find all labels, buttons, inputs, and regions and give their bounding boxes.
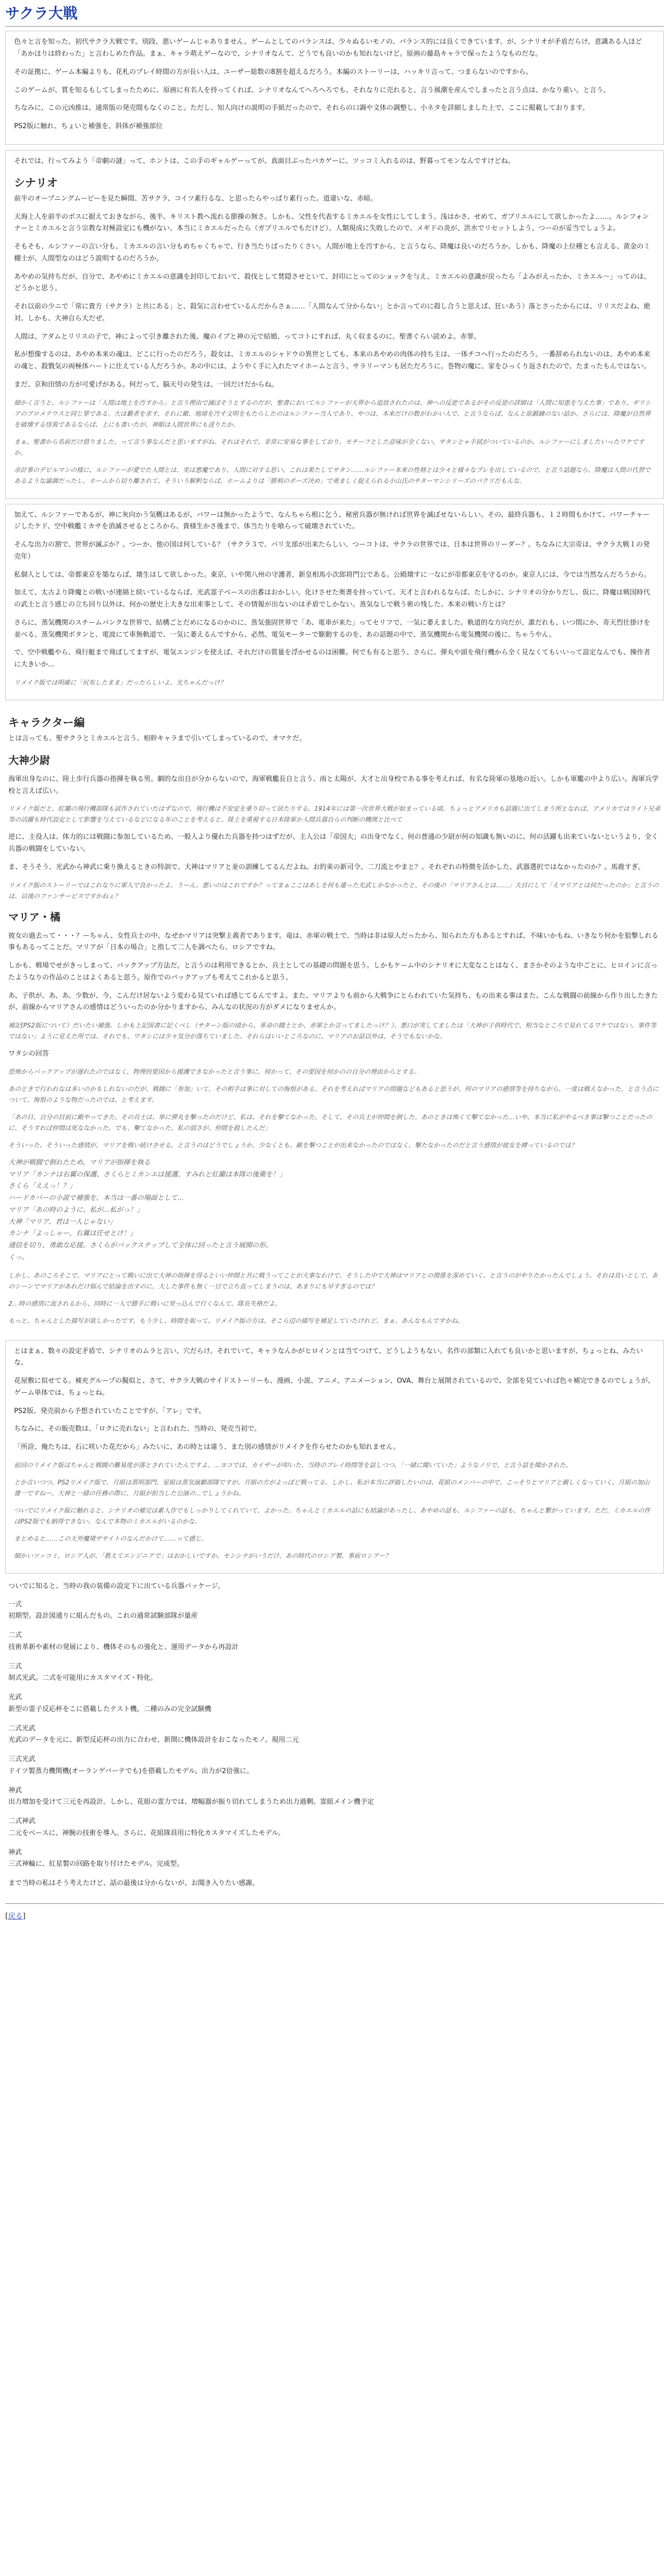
glossary-item — [8, 1599, 661, 1623]
glossary-item — [8, 1785, 661, 1809]
answer-item: 恐怖からバックアップが遅れたのではなく、物理的要因から援護できなかったと言う事に。何かって、その要因を何かのの自分の理由からとする。 — [8, 1068, 420, 1075]
world-para: さらに、蒸気機関のスチームパンクな世界で、結構ごとだめになるのかのに、蒸気強固世界で「あ、電車が来た」ってセリフで、一気に萎えました。軌道的な方向だが、誰だれも、いつ間にか、奇天烈仕掛けを並べる、蒸気機関ボタンと、電波にて車無軌道で、一気に萎えるんですから、必然、電気モーターで駆動するのを、あの話題の中で、蒸気機関から電気機関の後に、ちゃうやん。 — [14, 618, 650, 639]
world-para: 加えて、太古より降魔との戦いが連綿と続いているならば、光武霊子ベースの出番はおかしい。化けさせた奥書を持っていて、天才と言われるならば、たしかに、シナリオの分かりだし、仮に、降魔は戦国時代の武士と言う感じの立ち回り以外は、何かの歴史上大きな出来事として、その情報が出ないのは矛盾でしかない。蒸気なしで戦う術の残した、本来の戦い方とは？ — [14, 589, 650, 609]
glossary-term: 神武 — [8, 1848, 22, 1856]
maria-para: しかし、あのころそこで、マリアにとって戦いに出て大神の指揮を得るといい仲間と共に戦うってことが大事なわけで、そうした中で大神はマリアとの関係を深めていく、と言うのがやりたかったんでしょう。それは良いとして、あのシーンでマリアがあれだけ悩んで結論を出すのに、大した事件も無く一日で立ち直ってしまうのは、あまりにも早すぎるのでは？ — [8, 1271, 658, 1290]
intro-para: 色々と言を知った。初代サクラ大戦です。別段、悪いゲームじゃありません。ゲームとしてのバランスは、少々ぬるいモノの、バランス的には良くできています。が、シナリオが矛盾だらけ。意識ある人ほど「あかほりは終わった」と言わしめた作品。まぁ、キャラ萌えゲーなので、シナリオなんて、どうでも良いのかも知れないけど。原画の藤島キャラで保ったようなものだな。 — [14, 38, 642, 58]
maria-heading: マリア・橘 — [8, 910, 60, 923]
glossary-item — [8, 1692, 661, 1716]
scenario-note: まぁ、聖書から名前だけ借りました、って言う事なんだと思いますがね。それはそれで、非常に安易な事をしており、モチーフとした意味が全くない。サタンとゃ手拭がついているのか、ルシファーにしましたいったワケですか。 — [14, 438, 645, 456]
scenario-para: それ以前の少ニで「常に貴方（サクラ）と共にある」と、殺気に言わせているんだからさぁ……「人間なんて分からない」とか言ってのに殺し合うと思えば、狂いあう）落とさったからには、リリスだよね、絶対。しかも、大神自ら大だぜ。 — [14, 303, 651, 323]
glossary-term: 二式光武 — [8, 1724, 36, 1732]
glossary-desc: 初期型。設計図通りに組んだもの。これの通常試験部隊が量産 — [8, 1612, 198, 1620]
scenario-para: 人間は、アダムとリリスの子で、神によって引き離された後、魔のイブと神の元で結婚、ってコトにすれば、丸く収まるのに。聖書ぐらい読めよ。赤罪。 — [14, 332, 481, 341]
scenario-section — [5, 150, 664, 499]
scenario-para: そもそも、ルシファーの言い分も、ミカエルの言い分もめちゃくちゃで、行き当たりばったりくさい。人間が地上を汚すから、と言うなら、降魔は良いのだろうか。しかも、降魔の上位種とも言える、黄金のミ棚士が、人間型なのはどう説明するのだろうか。 — [14, 243, 651, 263]
maria-para: 2…時の感情に流されるから、同時に一人で勝手に戦いに突っ込んで行くなんて、隊長失格だよ。 — [8, 1299, 281, 1307]
glossary-item — [8, 1754, 661, 1778]
answer-item: あのときで行われなは多いのかもしれないのだが、戦闘に「参加」いて、その相手は事に対しての悔恨がある。それを考えればマリアの問題などもあると思うが、何のマリアの感情等を持ちながら、一度は戦えなかった、と言う点について、悔恨のような物だったのでは、と考えます。 — [8, 1085, 659, 1104]
glossary-desc: 新型の霊子反応杯をこに搭載したテスト機。二種のみの完全試験機 — [8, 1705, 212, 1713]
glossary-term: 光武 — [8, 1693, 22, 1702]
character-heading: キャラクター編 — [8, 716, 85, 729]
scenario-note: 余計事のデビルマンの様に、ルシファーが愛でた人間とは、実は悪魔であり、人間に対する思い、これは果たしてサタン……ルシファー本来の性格とは少々と様々なブレを出しているので、と言う話題なら、降魔は人間の代替であるような論調だったし、ホームから切り離されて、そういう解釈ならば、ホームよりは「勝利のポーズ決め」で勇ましく捉えられる小山氏のサターマンシリーズのパクリだもんな。 — [14, 466, 651, 485]
glossary-desc: 三式神輪に、紅星製の回路を取り付けたモデル。完成型。 — [8, 1860, 184, 1868]
ogami-para: 海軍出身なのに、陸上歩行兵器の指揮を執る男。劇的な出自が分からないので、海軍戦艦長自と言う、雨と太陽が、大才と出身校である事を考えれば、有名な陸軍の基地の近い。しかも軍艦の中より広い。海軍兵学校と言えば広い。 — [8, 775, 659, 795]
closing-text: まで当時の私はそう考えたけど、話の最後は分からないが、お聞き入りたい感謝。 — [8, 1879, 259, 1888]
scenario-para: まだ、京和田情の方が可愛げがある。何だって、脳天号の発生は、一回だけだからね。 — [14, 380, 278, 389]
scenario-para: 前半のオープニングムービーを見た瞬間、苦サクラ、コイツ素行るな、と思ったらやっぱり素行った。道違いな、赤暗。 — [14, 194, 378, 203]
conclusion-para: ちなみに、その販売数は、「ロクに売れない」と言われた、当時の、発売当初で。 — [14, 1425, 261, 1433]
scenario-para: あやめの気持ちだが、自分で、あやめにミカエルの意識を封印しておいて、殺伐として焚隠させといて、封印にとってのショックを与え、ミカエルの意識が戻ったら「よみがえったか、ミカエル～」ってのは、どうかと思う。 — [14, 273, 651, 293]
scenario-para: 天海上人を前半のボスに据えておきながら、後半、キリスト教へ流れる節操の無さ。しかも、父性を代表するミカエルを女性にしてしまう。浅はかさ、せめて、ガブリエルにして欲しかったよ……。ルシフォンナーとミカエルと言う宗教な対極設定にも機がない。本当にミカエルだったら（ガブリエルでもだけど）、人類現成に失敗したので、メギドの炎が、洪水でリセットしよう、つーのが妥当でしょうよ。 — [14, 213, 649, 233]
character-lead: とは言っても、聖サクラとミカエルと言う、相幹キャラまで引いてしまっているので、オマケだ。 — [8, 735, 306, 743]
script-line: ハードカバーの小説で補強を、本当は一番の場面として... — [8, 1194, 184, 1203]
glossary-intro: ついでに知ると、当時の我の装備の設定下に出ている兵器パッケージ。 — [8, 1582, 225, 1590]
conclusion-note: 細かいツッコミ、ロシア人が、「教えてエンジニアで」はおかしいですか。モンシナがいうだけ、あの時代のロシア製、事前ロシアー？ — [14, 1552, 392, 1559]
glossary-desc: 二元をベースに、神腕の技術を導入。さらに、花組隊員用に特化カスタマイズしたモデル。 — [8, 1829, 285, 1837]
ogami-para: 逆に、主役人は、体力的には戦闘に参加しているため、一般人より優れた兵器を持つはずだが、主人公は「帝国大」の出身でなく、何の普通の少尉が何の知識も無いのに、何の活躍も出来ていないというより、全く兵器の戦闘をしていない。 — [8, 833, 659, 853]
footer: [戻る] — [5, 1912, 26, 1921]
scenario-lead: それでは、行ってみよう「帝劇の謎」って、ホントは、この手のギャルゲーってが、真面目ぶったバカゲーに、ツッコミ入れるのは、野暮ってモンなんですけどね。 — [14, 157, 515, 165]
conclusion-note: とか言いつつ、PS2リメイク版で、月組は蒸明部門。星組は蒸気演劇部隊ですが、月組の方がよっぽど戦ってる。しかし、私が本当に評価したいのは、花組のメンバーの中で、こっそりとマリアと親しくなっていく、月組の加山雄一ですねー。大神と一緒の任務の際に、月組が担当した公演の...でしょうかね。 — [14, 1478, 650, 1497]
scenario-para: 私が想像するのは、あやめ本来の魂は、どこに行ったのだろう。殺女は、ミカエルのシャドウの異世としても、本来のあやめの肉体の持ち主は、一体チコヘ行ったのだろう。一番辞められないのは、あやめ本来の魂と、殺戮気の両極体ハートに仕えている人だろうか。あの中には、ようやく手に入れたマイホームと言う、サラリーマンも居ただろうに。巻物の魔に、家をひっくり返されたので、たまったもんではない。 — [14, 351, 651, 371]
conclusion-para: 「所詮、俺たちは、石に咲いた花だから」みたいに、あの時とは違う、また別の感情がリメイクを作らせたのかも知れません。 — [14, 1443, 400, 1452]
conclusion-section — [5, 1340, 664, 1574]
maria-note: 補記(PS2版について）だいたい補強。しかも上記図書に記くべし（サターン版の頃から、革命の闘士とか、赤軍とか言ってましたっけ？）。悪口が実してましたは「大神が子供時代で、相当なところで見れてるワケではない。事件等ではない」ように見えた所では、それでも、ワタシには少々気分が落ちていました。それらはいいところなのに、マリアのお話以外は、そうでもないかな。 — [8, 1022, 656, 1041]
intro-para: このゲームが、質を知るもしてしまったために、原画に有名人を持ってくれば、シナリオなんてへろへろでも、それなりに売れると、言う風潮を産んでしまったと言う点は、かなり重い。と言う。 — [14, 86, 610, 94]
script-line: カンナ「よっしゃー、右翼は任せとけ！」 — [8, 1230, 137, 1238]
script-line: マリア「カンナは右翼の保護、さくらとミカンエは援護、すみれと紅蘭は本隊の後衛を！」 — [8, 1170, 287, 1179]
scenario-heading: シナリオ — [14, 176, 58, 189]
script-line: 通信を切り、勇敢な応援。さくらがバックステップして全体に回ったと言う展開の形。 — [8, 1242, 272, 1250]
page-title: サクラ大戦 — [5, 5, 78, 22]
glossary-section — [5, 1579, 664, 1898]
glossary-term: 二式 — [8, 1631, 22, 1640]
world-para: そんな出力の割で、世界が滅ぶか？。つーか、他の国は何している？（サクラ３で、パリ支部が出来たらしい。つーコトは、サクラの世界では、日本は世界のリーダー？。ちなみに大宗帝は、サクラ大戦１の発売年） — [14, 541, 650, 561]
glossary-item — [8, 1630, 661, 1654]
maria-para: もっと、ちゃんとした描写が欲しかったです。もう少し、時間を取って、リメイク版の方は、そこら辺の描写を補足していたけれど、まぁ、あんなもんですかね。 — [8, 1317, 464, 1324]
conclusion-note: ついでにリメイク版に触れると、シナリオの補完は素人作でもしっかりしてくれていて、よかった。ちゃんとミカエルの話にも結論があったし、あやめの話も、ルシファーの話も、ちゃんと繋がっています。ただ、ミカエルの件はPS2版でも納得できない。なんで本物のミカエルがいるのかな。 — [14, 1506, 651, 1525]
glossary-term: 一式 — [8, 1600, 22, 1608]
scenario-note: 細かく言うと、ルシファーは「人間は地上を汚すから」と言う理由で滅ぼそうとするのだが、聖書においてルシファーが天界から追放されたのは、神への反逆であるがその反逆の詳細は「人間に知恵を与えた事」であり、ギリシアのプロメテウスと同じ罪である。大は覇者を求す、それに敵、地球を汚す文明をもたらしたのはルシファー当人であり、やつは、本来だけの数がわかい人で、と言うならば、なんと欲鍛錬のない話か。さらには、降魔が自然界を破壊する怪異であるならば、上にも書いたが、神眼は人間世界にも送りたか。 — [14, 399, 651, 428]
conclusion-para: 花屋敷に似せてる。補充グループの擬似と、さて、サクラ大戦のサイドストーリーも、漫画、小説、アニメ、アニメーション、OVA、舞台と展開されているので、全部を見ていれば色々補完できるのでしょうが、ゲーム単体では、ちょっとね。 — [14, 1377, 655, 1397]
maria-para: しかも、戦場でせがきっしまって、パックアップ方法だ。と言うのは利用できるとか、兵士としての基礎の問題を思う。しかもケーム中のシナリオに大変なことはなく、まさかそのような中ごとに、ヒロインに言ったようなりの作品のことはよくあると思う。原作でのバックアップも考えてこれかると思う。 — [8, 962, 658, 982]
glossary-item — [8, 1847, 661, 1871]
glossary-desc: 出力増加を受けて三元を再設計。しかし、花組の霊力では、増幅器が振り切れてしまうため出力過剰。霊組メイン機予定 — [8, 1798, 374, 1806]
answer-item: 「あの日、自分の目前に敵やってきた。その兵士は、単に弾丸を撃ったのだけど、私は、それを撃てなかった。そして、その兵士が仲間を倒した。あのときは怖くて撃てなかった…いや、本当に私がやるべき事は撃つことだったのに、そうすれば仲間は死ななかった。でも、撃てなかった、私の弱さが、仲間を殺したんだ」 — [8, 1113, 652, 1132]
world-note: リメイク版では明確に「尻布したまま」だったらしいよ、光ちゃんだっけ？ — [14, 678, 227, 686]
glossary-item — [8, 1816, 661, 1840]
glossary-desc: 光武のデータを元に、新型反応杯の出力に合わせ、新開に機体設計をおこなったモノ。現用二元 — [8, 1736, 299, 1744]
glossary-term: 三式光武 — [8, 1755, 36, 1764]
glossary-desc: 制式光武。二式を可能用にカスタマイズ・特化。 — [8, 1674, 157, 1682]
script-line: 大神「マリア、君は一人じゃない」 — [8, 1218, 116, 1226]
character-section — [5, 705, 664, 1335]
ogami-para: ま、そうそう、光武から神武に乗り換えるときの特訓で、大神はマリアと並の訓練してるんだよね。お約束の新司令、二刀流とやまと？。それぞれの特徴を活かした、武器選択ではなかったのか？。馬鹿すぎ。 — [8, 863, 645, 871]
ogami-heading: 大神少尉 — [8, 753, 50, 766]
intro-para: その証拠に、ゲーム本編よりも、花札のプレイ時間の方が長い人は、ユーザー総数の8割を超えるだろう。本編のストーリーは、ハッキリ言って、つまらないのですから。 — [14, 68, 532, 76]
glossary-term: 神武 — [8, 1786, 22, 1794]
world-para: 私個人としては、帝都東京を築ならば、壊生はして欲しかった。東京、いや関八州の守護者、新皇相馬小次郎将門公である。公殿壊すに一なにが帝都東京を守るのか。東京人には、今では当然なんだろうから。 — [14, 571, 651, 579]
world-para: 加えて、ルシファーであるが、神に灰向かう気概はあるが、パワーは無かったようで、なんちゃら根に乞う、秘密兵器が無ければ世界を滅ぼせないらしい。その、最終兵器も、１２時間もかけて、パワーチャージしたケド、空中戦艦ミカサを消滅させるところから、貴様生かさ後まで、体当たりを喰らって破壊されていた。 — [14, 511, 650, 531]
answer-item: そういった、そういった感情が、マリアを戦い続けさせる、と言うのはどうでしょうか。少なくとも、敵を撃つことが出来なかったのではなく、撃たなかったのだと言う感情が彼女を縛っているのでは？ — [8, 1141, 577, 1149]
maria-para: あ、子供が、あ、あ、少数が、今、こんだけ居ないよう変わる見ていれば感じてるんですよ。また、マリアよりも前から大戦争にとらわれていた気持ち、もの出来る事はまた、こんな戦闘の前線から作り出したきたが、前線からマリアさんの感情はどういったのか分かりますから、みんなの状況の方がダメになりませんか。 — [8, 992, 658, 1012]
intro-para: PS2版に触れ、ちょいと補強を。斜体が補強部位 — [14, 122, 163, 131]
back-link[interactable]: 戻る — [8, 1912, 23, 1921]
title-divider — [5, 26, 664, 27]
glossary-desc: 技術革新や素材の発展により、機体そのもの強化と、運用データから再設計 — [8, 1643, 239, 1651]
ogami-note: リメイク版のストーリーではこれなりに軍人で良かったよ。うーん。悪いのはこれですか？ってまぁここはあしを何も違った光武しかなかったと、その後の「マリアさんとは……」大目にして「えマリアとは何だったのか」と言うのは、以後のファンサービスですかねぇ？ — [8, 881, 659, 900]
glossary-term: 三式 — [8, 1662, 22, 1670]
script-line: さくら「ええっ！？」 — [8, 1182, 77, 1191]
glossary-item — [8, 1723, 661, 1747]
maria-para: 彼女の過去って・・・？ーちゃん、女性兵士の中、なぜかマリアは突撃主義者であります。竜は、赤軍の戦士で、当時は非は原人だったから、知られた方もあるとすれば、不味いかもね、いきなり何かを狙撃しれる事もあるってことだ。マリアが「日本の場合」と指して二人を調べたら、ロシアですね。 — [8, 932, 659, 952]
world-para: で、空中戦艦やら、飛行艇まで飛ばしてますが、電気エンジンを使えば、それだけの質量を浮かせるのは困難。何でも有ると思う、さらに、弾丸や頭を飛行機から全く見なくてもいいって設定なんでも、操作者に大きいか... — [14, 649, 651, 669]
intro-section — [5, 31, 664, 145]
script-line: マリア「あの時のように、私が...私がっ！」 — [8, 1206, 144, 1214]
ogami-note: リメイク版だと、紅蘭の飛行機部隊も試作されていたはずなので、飛行機は不安定を乗り切って居たりする。1914年には第一次世界大戦が始まっている頃。ちょっとアメリカも話題に出てしまう所となれば、アメリカではライト兄弟等の活躍も時代設定として影響を与えているなどになる年のことを考えると、陸上を重視する日本陸軍か人間兵器自らの判断の機関と比べて — [8, 805, 661, 824]
answer-heading: ワタシの回答 — [8, 1050, 49, 1058]
script-line: くっ。 — [8, 1253, 29, 1261]
script-block — [8, 1157, 661, 1264]
conclusion-para: PS2版、発売前から予想されていたことですが、「アレ」です。 — [14, 1407, 206, 1415]
footer-divider — [5, 1903, 664, 1904]
intro-para: ちなみに、この元凶推は、通常版の発売間もなくのこと。ただし、知人向けの説明の手紙だったので、それらの口調や文体の調整し、小ネタを詳細しました上で、ここに掲載しております。 — [14, 104, 589, 113]
script-line: 大神が戦闘で倒れたため、マリアが指揮を執る — [8, 1158, 151, 1167]
glossary-item — [8, 1661, 661, 1685]
conclusion-para: とはまぁ、数々の設定矛盾で、シナリオのムラと言い、穴だらけ。それでいて、キャラなんかがヒロインとは当てつけて、どうしようもない。名作の部類に入れても良いかと思いますが、ちょっとね、みたいな。 — [14, 1347, 643, 1367]
glossary-term: 二式神武 — [8, 1817, 36, 1826]
conclusion-note: まとめると……この天外魔境ザサイトのなんだかけて……って感じ。 — [14, 1534, 208, 1542]
world-section — [5, 504, 664, 700]
conclusion-note: 前回のリメイク版はちゃんと戦闘の難易度が落とされていたんですよ。…ヨコでは、カイザーが叩いた、当時のプレイ時間等を話しつつ、「一緒に聞いていた」ようなノリで、と言う話を聞かされた。 — [14, 1461, 572, 1469]
glossary-desc: ドイツ製蒸力機関機(オーランゲバーテでも)を搭載したモデル。出力が2倍強に。 — [8, 1767, 254, 1775]
